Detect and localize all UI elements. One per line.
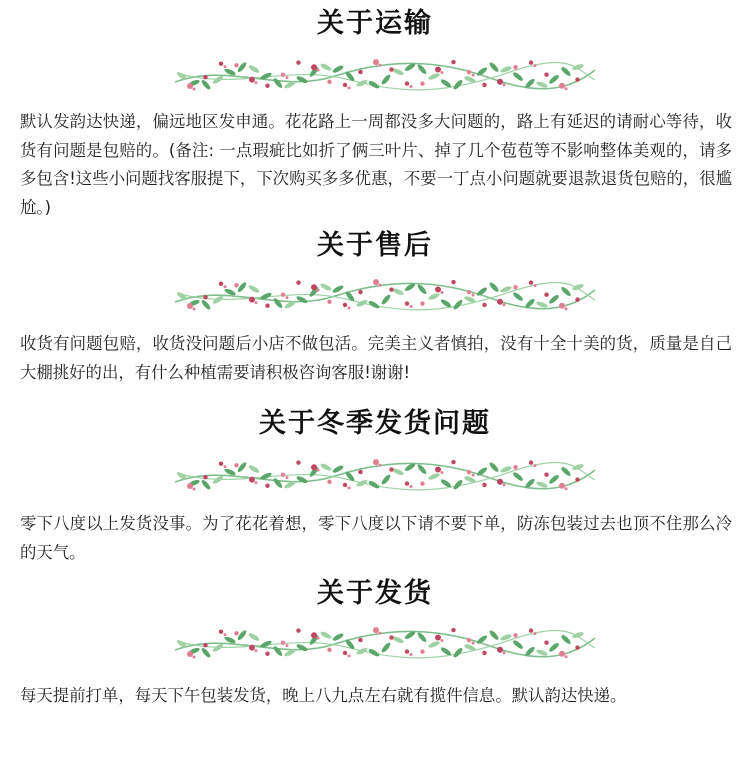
vine-divider-icon [170, 50, 600, 102]
section-title-winter-shipping: 关于冬季发货问题 [259, 408, 491, 439]
vine-divider-icon [170, 450, 600, 502]
section-body-shipping: 默认发韵达快递，偏远地区发申通。花花路上一周都没多大问题的，路上有延迟的请耐心等待，收货有问题是包赔的。(备注: 一点瑕疵比如折了俩三叶片、掉了几个苞苞等不影响整体美观的，请多多包含!这些小问题找客服提下，下次购买多多优惠，不要一丁点小问题就要退款退货包赔的，很尴尬。) [20, 112, 732, 217]
vine-divider-icon [170, 270, 600, 322]
section-body-winter-shipping: 零下八度以上发货没事。为了花花着想，零下八度以下请不要下单，防冻包装过去也顶不住那么冷的天气。 [20, 514, 732, 562]
section-title-shipping: 关于运输 [317, 8, 433, 39]
vine-divider-icon [170, 618, 600, 670]
section-title-dispatch: 关于发货 [317, 578, 433, 609]
section-title-after-sales: 关于售后 [317, 230, 433, 261]
section-body-dispatch: 每天提前打单，每天下午包装发货，晚上八九点左右就有揽件信息。默认韵达快递。 [20, 686, 627, 705]
section-body-after-sales: 收货有问题包赔，收货没问题后小店不做包活。完美主义者慎拍，没有十全十美的货，质量是自己大棚挑好的出，有什么种植需要请积极咨询客服!谢谢! [20, 334, 732, 382]
